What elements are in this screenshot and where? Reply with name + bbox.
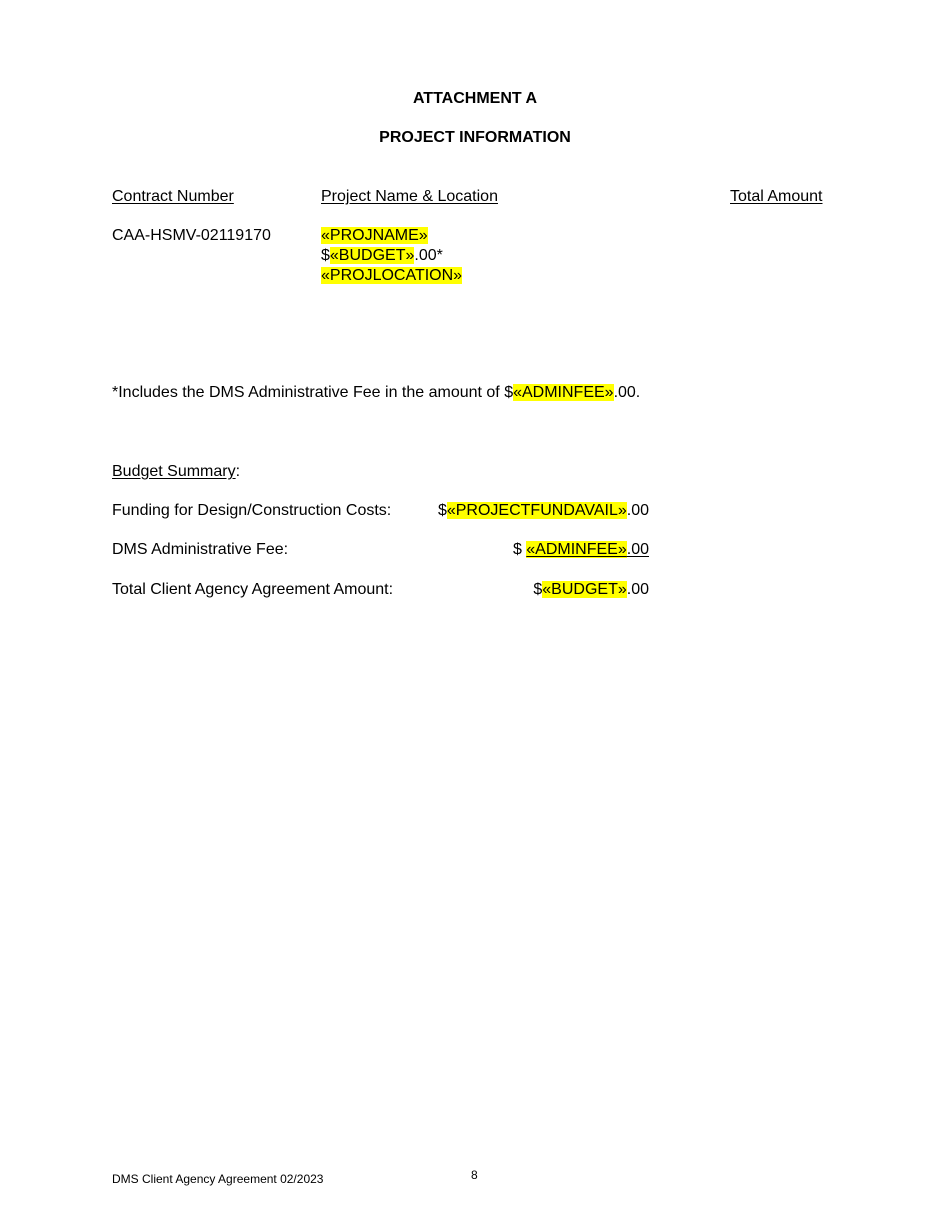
admin-fee-prefix: $: [512, 541, 527, 558]
note-adminfee-field: «ADMINFEE»: [513, 384, 614, 401]
budget-suffix: .00*: [414, 247, 443, 264]
admin-fee-note: [112, 383, 640, 403]
page-number: 8: [471, 1168, 478, 1182]
heading-colon: :: [235, 463, 241, 480]
admin-fee-field: «ADMINFEE»: [526, 541, 627, 558]
budget-field: «BUDGET»: [329, 247, 415, 264]
admin-fee-label: DMS Administrative Fee:: [112, 541, 289, 558]
footer-text: DMS Client Agency Agreement 02/2023: [112, 1172, 324, 1186]
total-prefix: $: [533, 581, 543, 598]
note-suffix: .00.: [613, 384, 641, 401]
funding-prefix: $: [437, 502, 447, 519]
funding-field: «PROJECTFUNDAVAIL»: [446, 502, 627, 519]
budget-prefix: $: [321, 247, 330, 264]
admin-fee-amount: [513, 540, 649, 560]
section-title: PROJECT INFORMATION: [379, 129, 571, 146]
project-name-location-header: Project Name & Location: [321, 188, 498, 205]
budget-summary-heading: [112, 462, 240, 482]
funding-suffix: .00: [626, 502, 649, 519]
total-label: Total Client Agency Agreement Amount:: [112, 581, 394, 598]
total-amount: [533, 580, 649, 600]
total-field: «BUDGET»: [542, 581, 627, 598]
contract-number-header: Contract Number: [112, 188, 234, 205]
project-info-cell: [321, 226, 462, 286]
funding-amount: [438, 501, 649, 521]
note-text: *Includes the DMS Administrative Fee in the amount of $: [112, 384, 514, 401]
project-location-field: «PROJLOCATION»: [321, 267, 463, 284]
total-suffix: .00: [626, 581, 649, 598]
funding-label: Funding for Design/Construction Costs:: [112, 502, 392, 519]
attachment-title: ATTACHMENT A: [412, 90, 538, 107]
project-name-field: «PROJNAME»: [321, 227, 428, 244]
total-amount-header: Total Amount: [730, 188, 823, 205]
admin-fee-suffix: .00: [626, 541, 649, 558]
budget-summary-label: Budget Summary: [112, 463, 236, 480]
contract-number-value: CAA-HSMV-02119170: [112, 227, 271, 244]
